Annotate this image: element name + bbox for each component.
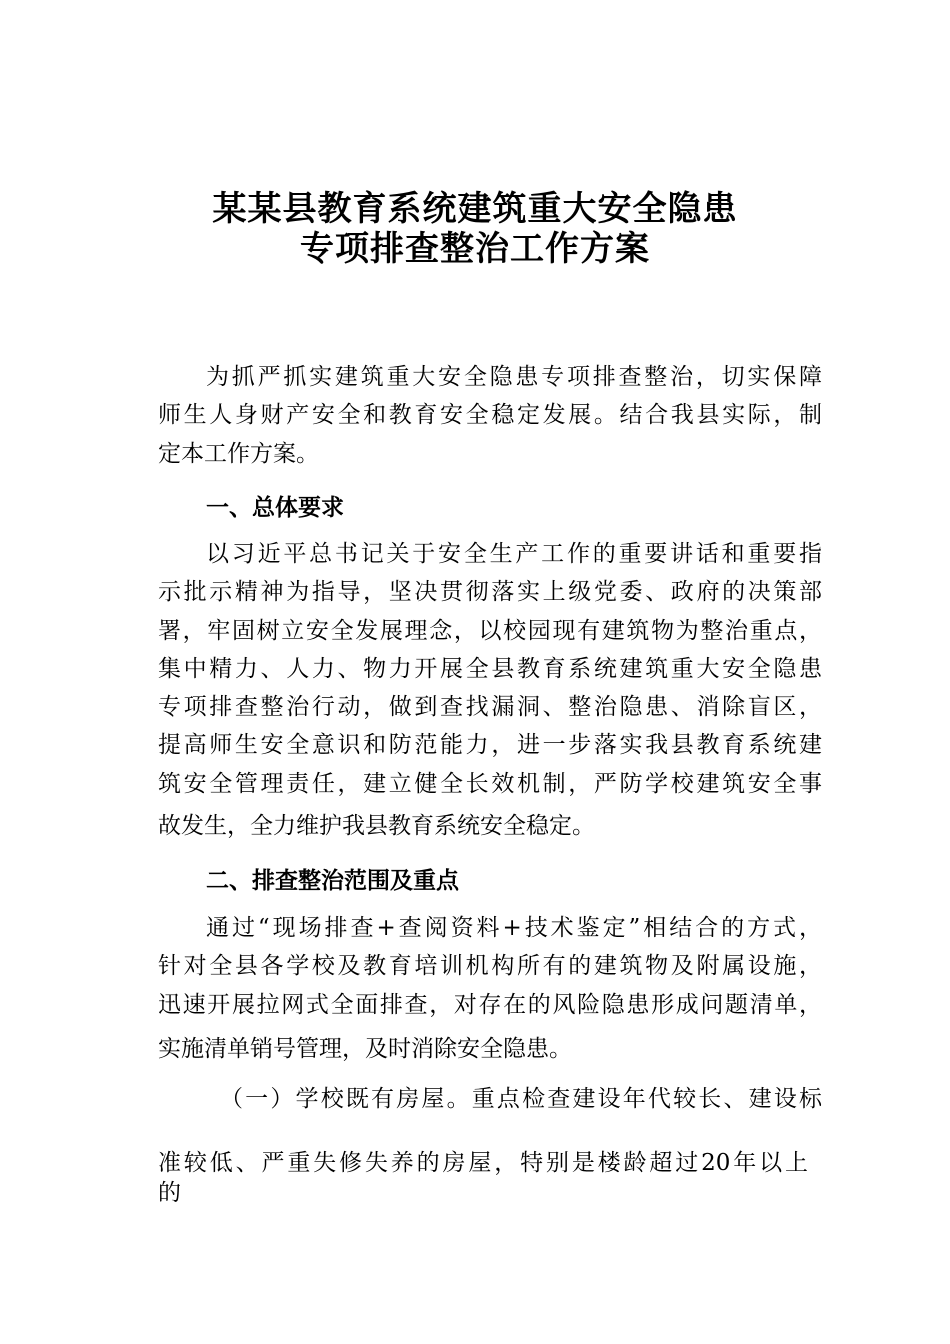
item-1-line-2: 准较低、严重失修失养的房屋，特别是楼龄超过20年以上 (158, 1150, 808, 1176)
item-1-continuation (158, 1148, 822, 1208)
section-1-line-4: 集中精力、人力、物力开展全县教育系统建筑重大安全隐患 (158, 655, 822, 682)
document-title-line-2: 专项排查整治工作方案 (300, 229, 650, 269)
intro-line-2: 师生人身财产安全和教育安全稳定发展。结合我县实际，制 (158, 402, 822, 429)
section-1-line-1: 以习近平总书记关于安全生产工作的重要讲话和重要指 (206, 541, 822, 567)
section-2-paragraph (158, 909, 822, 1068)
document-title-line-1: 某某县教育系统建筑重大安全隐患 (212, 189, 738, 229)
section-1-line-7: 筑安全管理责任，建立健全长效机制，严防学校建筑安全事 (158, 770, 822, 797)
intro-paragraph (158, 358, 822, 473)
section-1-line-2: 示批示精神为指导，坚决贯彻落实上级党委、政府的决策部 (158, 579, 822, 606)
intro-line-1: 为抓严抓实建筑重大安全隐患专项排查整治，切实保障 (206, 364, 822, 390)
section-2-line-3: 迅速开展拉网式全面排查，对存在的风险隐患形成问题清单， (158, 991, 822, 1018)
section-1-line-6: 提高师生安全意识和防范能力，进一步落实我县教育系统建 (158, 732, 822, 759)
section-2-line-2: 针对全县各学校及教育培训机构所有的建筑物及附属设施， (158, 953, 822, 980)
section-1-line-8: 故发生，全力维护我县教育系统安全稳定。 (158, 813, 595, 840)
section-1-paragraph (158, 535, 822, 845)
section-1-line-5: 专项排查整治行动，做到查找漏洞、整治隐患、消除盲区， (158, 694, 822, 721)
item-1-line-1: （一）学校既有房屋。重点检查建设年代较长、建设标 (220, 1086, 822, 1112)
section-1-line-3: 署，牢固树立安全发展理念，以校园现有建筑物为整治重点， (158, 617, 822, 644)
item-1-line-3: 的 (158, 1180, 181, 1206)
section-1-heading: 一、总体要求 (206, 495, 344, 521)
intro-line-3: 定本工作方案。 (158, 440, 319, 467)
section-2-heading: 二、排查整治范围及重点 (206, 868, 459, 894)
section-2-line-1: 通过“现场排查+查阅资料+技术鉴定”相结合的方式， (206, 915, 822, 941)
section-2-line-4: 实施清单销号管理，及时消除安全隐患。 (158, 1035, 572, 1062)
